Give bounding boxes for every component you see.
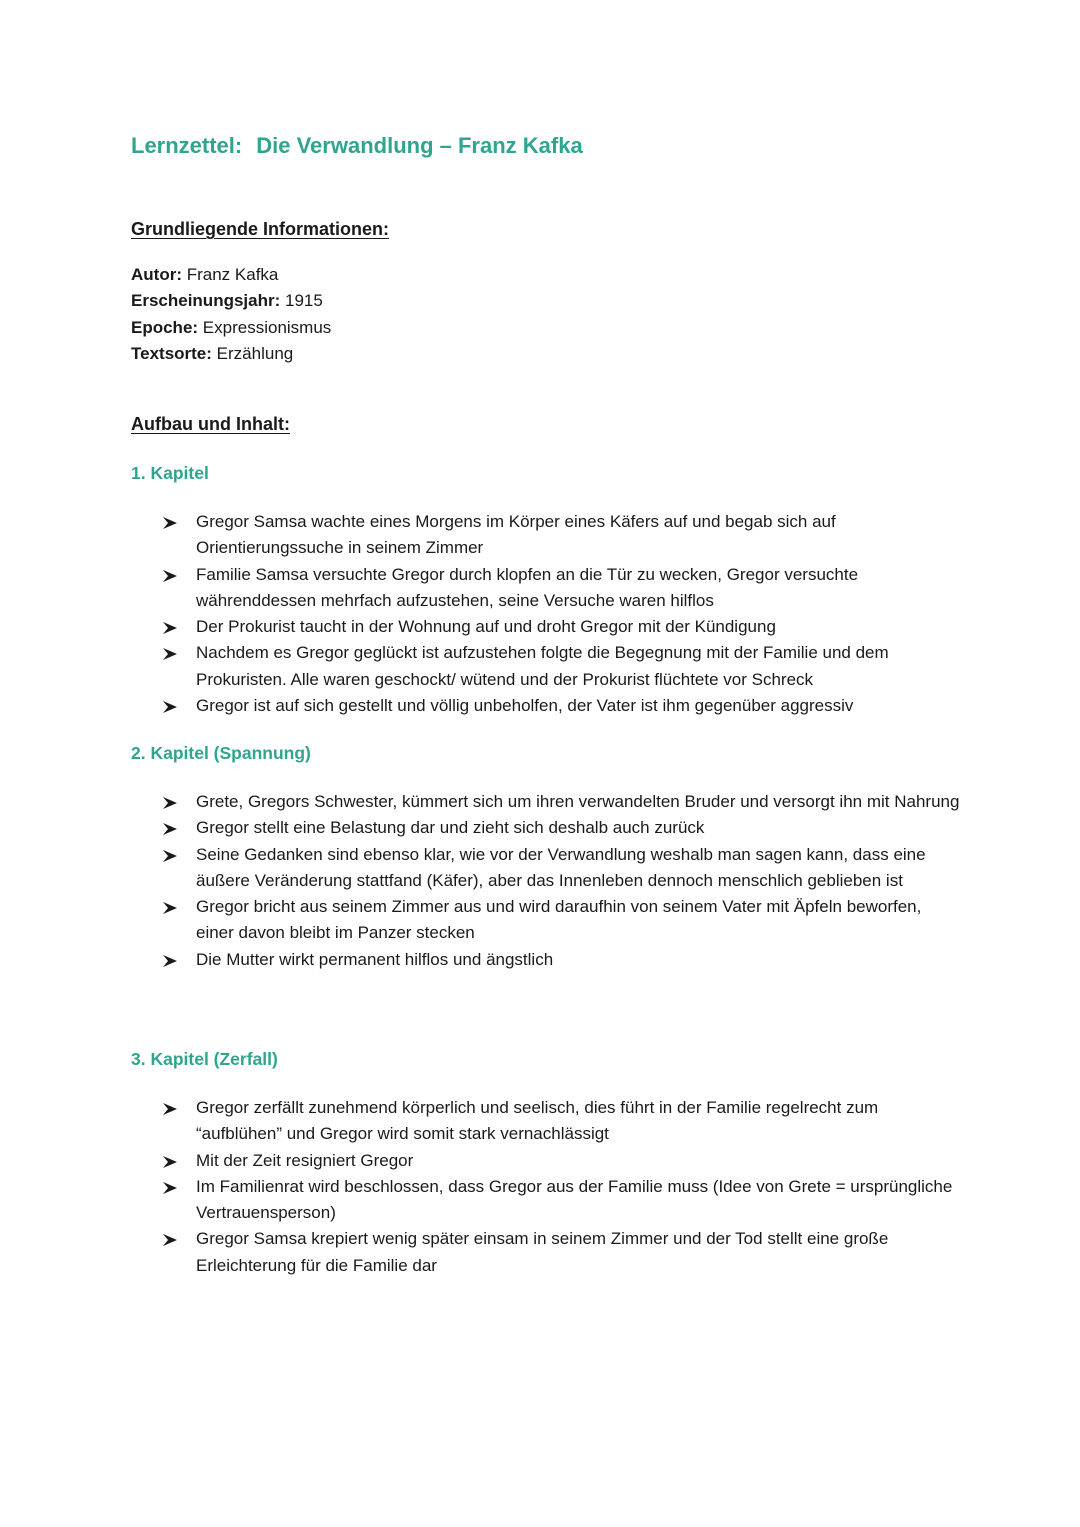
arrow-bullet-icon xyxy=(163,797,177,809)
basics-info xyxy=(131,262,331,368)
list-item xyxy=(163,1148,963,1174)
info-value: Erzählung xyxy=(216,344,294,364)
arrow-bullet-icon xyxy=(163,1182,177,1194)
point-text: Mit der Zeit resigniert Gregor xyxy=(196,1150,414,1170)
arrow-bullet-icon xyxy=(163,1103,177,1115)
point-text: Gregor Samsa wachte eines Morgens im Körper eines Käfers auf und begab sich auf Orientierungssuche in seinem Zimmer xyxy=(196,512,836,558)
info-label: Textsorte: xyxy=(131,344,212,364)
arrow-bullet-icon xyxy=(163,902,177,914)
chapter-2-title: 2. Kapitel (Spannung) xyxy=(131,743,311,763)
list-item xyxy=(163,509,963,562)
chapter-3-title: 3. Kapitel (Zerfall) xyxy=(131,1049,278,1069)
list-item xyxy=(163,842,963,895)
list-item xyxy=(163,789,963,815)
document-title xyxy=(131,133,583,159)
arrow-bullet-icon xyxy=(163,955,177,967)
structure-heading: Aufbau und Inhalt: xyxy=(131,414,290,434)
info-row-author xyxy=(131,262,331,288)
arrow-bullet-icon xyxy=(163,517,177,529)
info-value: Expressionismus xyxy=(202,317,332,337)
list-item xyxy=(163,614,963,640)
arrow-bullet-icon xyxy=(163,648,177,660)
point-text: Familie Samsa versuchte Gregor durch klopfen an die Tür zu wecken, Gregor versuchte währenddessen mehrfach aufzustehen, seine Versuche waren hilflos xyxy=(196,564,859,610)
arrow-bullet-icon xyxy=(163,570,177,582)
arrow-bullet-icon xyxy=(163,1234,177,1246)
arrow-bullet-icon xyxy=(163,823,177,835)
chapter-1-points xyxy=(163,509,963,719)
chapter-3-points xyxy=(163,1095,963,1279)
title-main: Die Verwandlung – Franz Kafka xyxy=(256,133,583,158)
list-item xyxy=(163,815,963,841)
point-text: Der Prokurist taucht in der Wohnung auf und droht Gregor mit der Kündigung xyxy=(196,617,776,637)
point-text: Gregor zerfällt zunehmend körperlich und seelisch, dies führt in der Familie regelrecht zum “aufblühen” und Gregor wird somit stark vernachlässigt xyxy=(196,1098,879,1144)
arrow-bullet-icon xyxy=(163,701,177,713)
list-item xyxy=(163,947,963,973)
list-item xyxy=(163,640,963,693)
info-value: 1915 xyxy=(285,291,323,311)
point-text: Gregor ist auf sich gestellt und völlig unbeholfen, der Vater ist ihm gegenüber aggressiv xyxy=(196,696,854,716)
list-item xyxy=(163,1174,963,1227)
point-text: Die Mutter wirkt permanent hilflos und ängstlich xyxy=(196,949,554,969)
point-text: Im Familienrat wird beschlossen, dass Gregor aus der Familie muss (Idee von Grete = ursprüngliche Vertrauensperson) xyxy=(196,1176,953,1223)
basics-heading: Grundliegende Informationen: xyxy=(131,219,390,239)
point-text: Gregor stellt eine Belastung dar und zieht sich deshalb auch zurück xyxy=(196,818,705,838)
list-item xyxy=(163,562,963,615)
info-row-epoch xyxy=(131,315,331,341)
arrow-bullet-icon xyxy=(163,622,177,634)
list-item xyxy=(163,1226,963,1279)
point-text: Grete, Gregors Schwester, kümmert sich um ihren verwandelten Bruder und versorgt ihn mit Nahrung xyxy=(196,792,960,811)
info-value: Franz Kafka xyxy=(186,265,279,284)
chapter-1-title: 1. Kapitel xyxy=(131,463,209,483)
list-item xyxy=(163,1095,963,1148)
info-label: Epoche: xyxy=(131,317,199,337)
point-text: Gregor Samsa krepiert wenig später einsam in seinem Zimmer und der Tod stellt eine große Erleichterung für die Familie dar xyxy=(196,1229,889,1275)
point-text: Nachdem es Gregor geglückt ist aufzustehen folgte die Begegnung mit der Familie und dem Prokuristen. Alle waren geschockt/ wütend und der Prokurist flüchtete vor Schreck xyxy=(196,643,889,689)
list-item xyxy=(163,894,963,947)
title-prefix: Lernzettel: xyxy=(131,133,243,158)
info-label: Erscheinungsjahr: xyxy=(131,291,281,311)
list-item xyxy=(163,693,963,719)
info-label: Autor: xyxy=(131,265,182,284)
point-text: Seine Gedanken sind ebenso klar, wie vor der Verwandlung weshalb man sagen kann, dass eine äußere Veränderung stattfand (Käfer), aber das Innenleben dennoch menschlich geblieben ist xyxy=(196,844,926,890)
arrow-bullet-icon xyxy=(163,850,177,862)
arrow-bullet-icon xyxy=(163,1156,177,1168)
point-text: Gregor bricht aus seinem Zimmer aus und wird daraufhin von seinem Vater mit Äpfeln beworfen, einer davon bleibt im Panzer stecken xyxy=(196,897,922,943)
info-row-year xyxy=(131,288,331,314)
chapter-2-points xyxy=(163,789,963,973)
info-row-text-type xyxy=(131,341,331,367)
